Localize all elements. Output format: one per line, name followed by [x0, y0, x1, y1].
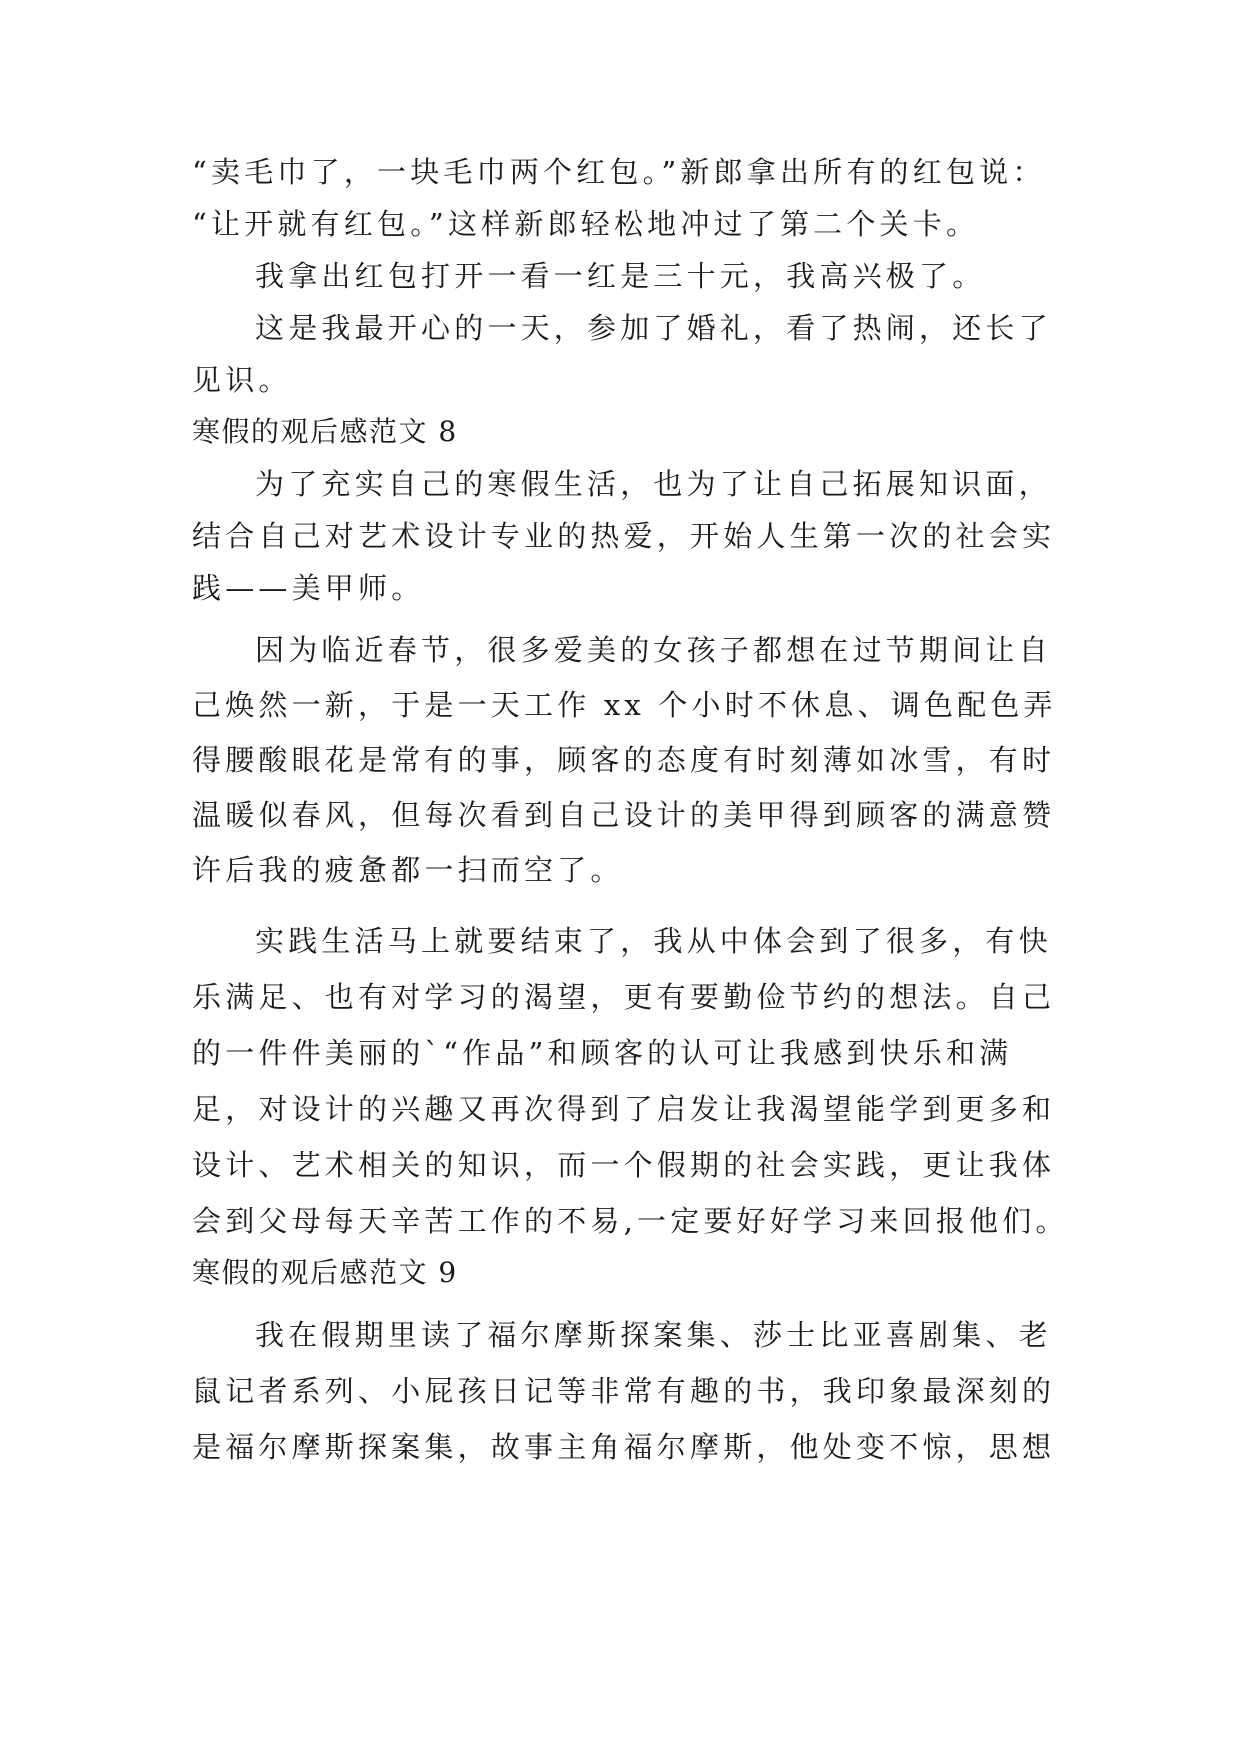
- text-line: 足，对设计的兴趣又再次得到了启发让我渴望能学到更多和: [192, 1092, 1056, 1126]
- text-line: 温暖似春风，但每次看到自己设计的美甲得到顾客的满意赞: [192, 798, 1056, 832]
- text-line: 因为临近春节，很多爱美的女孩子都想在过节期间让自: [255, 633, 1052, 667]
- text-line: 我在假期里读了福尔摩斯探案集、莎士比亚喜剧集、老: [255, 1318, 1052, 1352]
- text-line: 鼠记者系列、小屁孩日记等非常有趣的书，我印象最深刻的: [192, 1374, 1056, 1408]
- text-line: 践——美甲师。: [192, 571, 425, 605]
- text-line: “让开就有红包。”这样新郎轻松地冲过了第二个关卡。: [192, 207, 980, 241]
- text-line: 许后我的疲惫都一扫而空了。: [192, 853, 624, 887]
- text-line: 会到父母每天辛苦工作的不易,一定要好好学习来回报他们。: [192, 1204, 1069, 1238]
- text-line: 己焕然一新，于是一天工作 xx 个小时不休息、调色配色弄: [192, 688, 1057, 722]
- section-heading: 寒假的观后感范文 8: [192, 415, 458, 448]
- text-line: 得腰酸眼花是常有的事，顾客的态度有时刻薄如冰雪，有时: [192, 743, 1056, 777]
- text-line: 我拿出红包打开一看一红是三十元，我高兴极了。: [255, 259, 986, 293]
- text-line: 是福尔摩斯探案集，故事主角福尔摩斯，他处变不惊，思想: [192, 1430, 1056, 1464]
- section-heading: 寒假的观后感范文 9: [192, 1256, 458, 1289]
- text-line: 这是我最开心的一天，参加了婚礼，看了热闹，还长了: [255, 311, 1052, 345]
- text-line: 结合自己对艺术设计专业的热爱，开始人生第一次的社会实: [192, 519, 1056, 553]
- text-line: 为了充实自己的寒假生活，也为了让自己拓展知识面，: [255, 467, 1052, 501]
- text-line: 见识。: [192, 363, 292, 397]
- text-line: 实践生活马上就要结束了，我从中体会到了很多，有快: [255, 924, 1052, 958]
- text-line: 乐满足、也有对学习的渴望，更有要勤俭节约的想法。自己: [192, 980, 1056, 1014]
- text-line: 的一件件美丽的`“作品”和顾客的认可让我感到快乐和满: [192, 1036, 1013, 1070]
- text-line: 设计、艺术相关的知识，而一个假期的社会实践，更让我体: [192, 1148, 1056, 1182]
- text-line: “卖毛巾了，一块毛巾两个红包。”新郎拿出所有的红包说：: [192, 155, 1046, 189]
